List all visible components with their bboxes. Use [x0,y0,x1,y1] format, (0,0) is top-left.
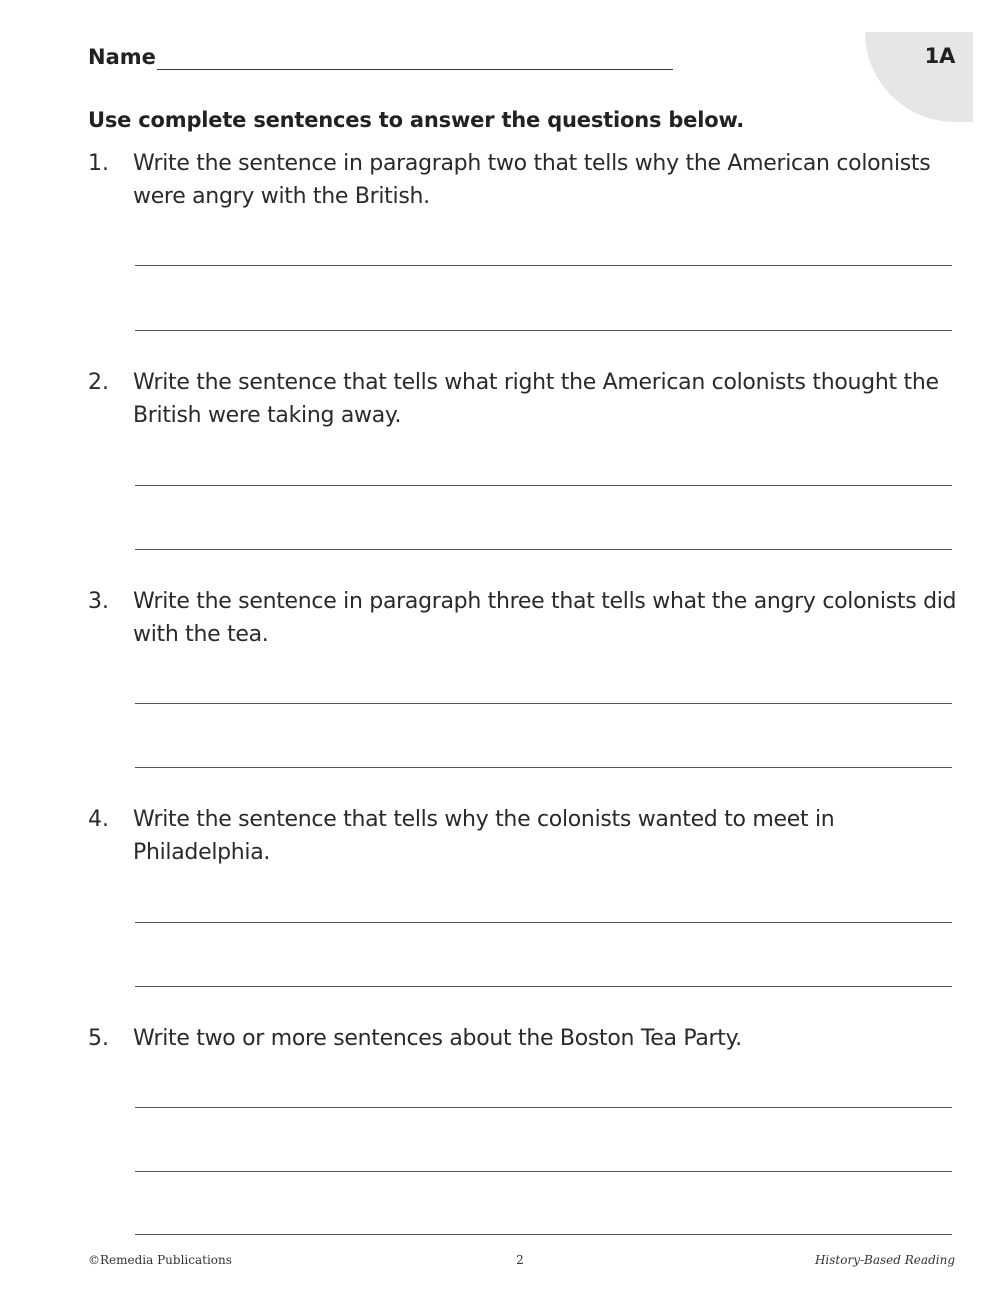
footer-book-title: History-Based Reading [814,1253,955,1267]
answer-line[interactable] [135,703,952,704]
name-row [88,44,673,70]
answer-line[interactable] [135,922,952,923]
instructions: Use complete sentences to answer the questions below. [88,108,745,132]
answer-line[interactable] [135,1107,952,1108]
question-number: 2. [88,370,109,395]
answer-line[interactable] [135,330,952,331]
page-code: 1A [924,44,956,68]
footer-page-number: 2 [516,1253,524,1267]
question-number: 1. [88,151,109,176]
answer-line[interactable] [135,1234,952,1235]
question-text: Write the sentence that tells why the colonists wanted to meet in Philadelphia. [133,807,835,865]
answer-line[interactable] [135,265,952,266]
answer-line[interactable] [135,986,952,987]
question-number: 5. [88,1026,109,1051]
question-number: 4. [88,807,109,832]
question-number: 3. [88,589,109,614]
question-text: Write the sentence in paragraph two that tells why the American colonists were angry with the British. [133,151,931,209]
question-text: Write two or more sentences about the Boston Tea Party. [133,1026,742,1051]
question-text: Write the sentence that tells what right the American colonists thought the British were taking away. [133,370,939,428]
answer-line[interactable] [135,549,952,550]
question-text: Write the sentence in paragraph three that tells what the angry colonists did with the tea. [133,589,957,647]
footer-publisher: ©Remedia Publications [88,1253,232,1267]
answer-line[interactable] [135,485,952,486]
answer-line[interactable] [135,767,952,768]
name-field[interactable] [157,45,673,70]
name-label: Name [88,45,156,69]
answer-line[interactable] [135,1171,952,1172]
